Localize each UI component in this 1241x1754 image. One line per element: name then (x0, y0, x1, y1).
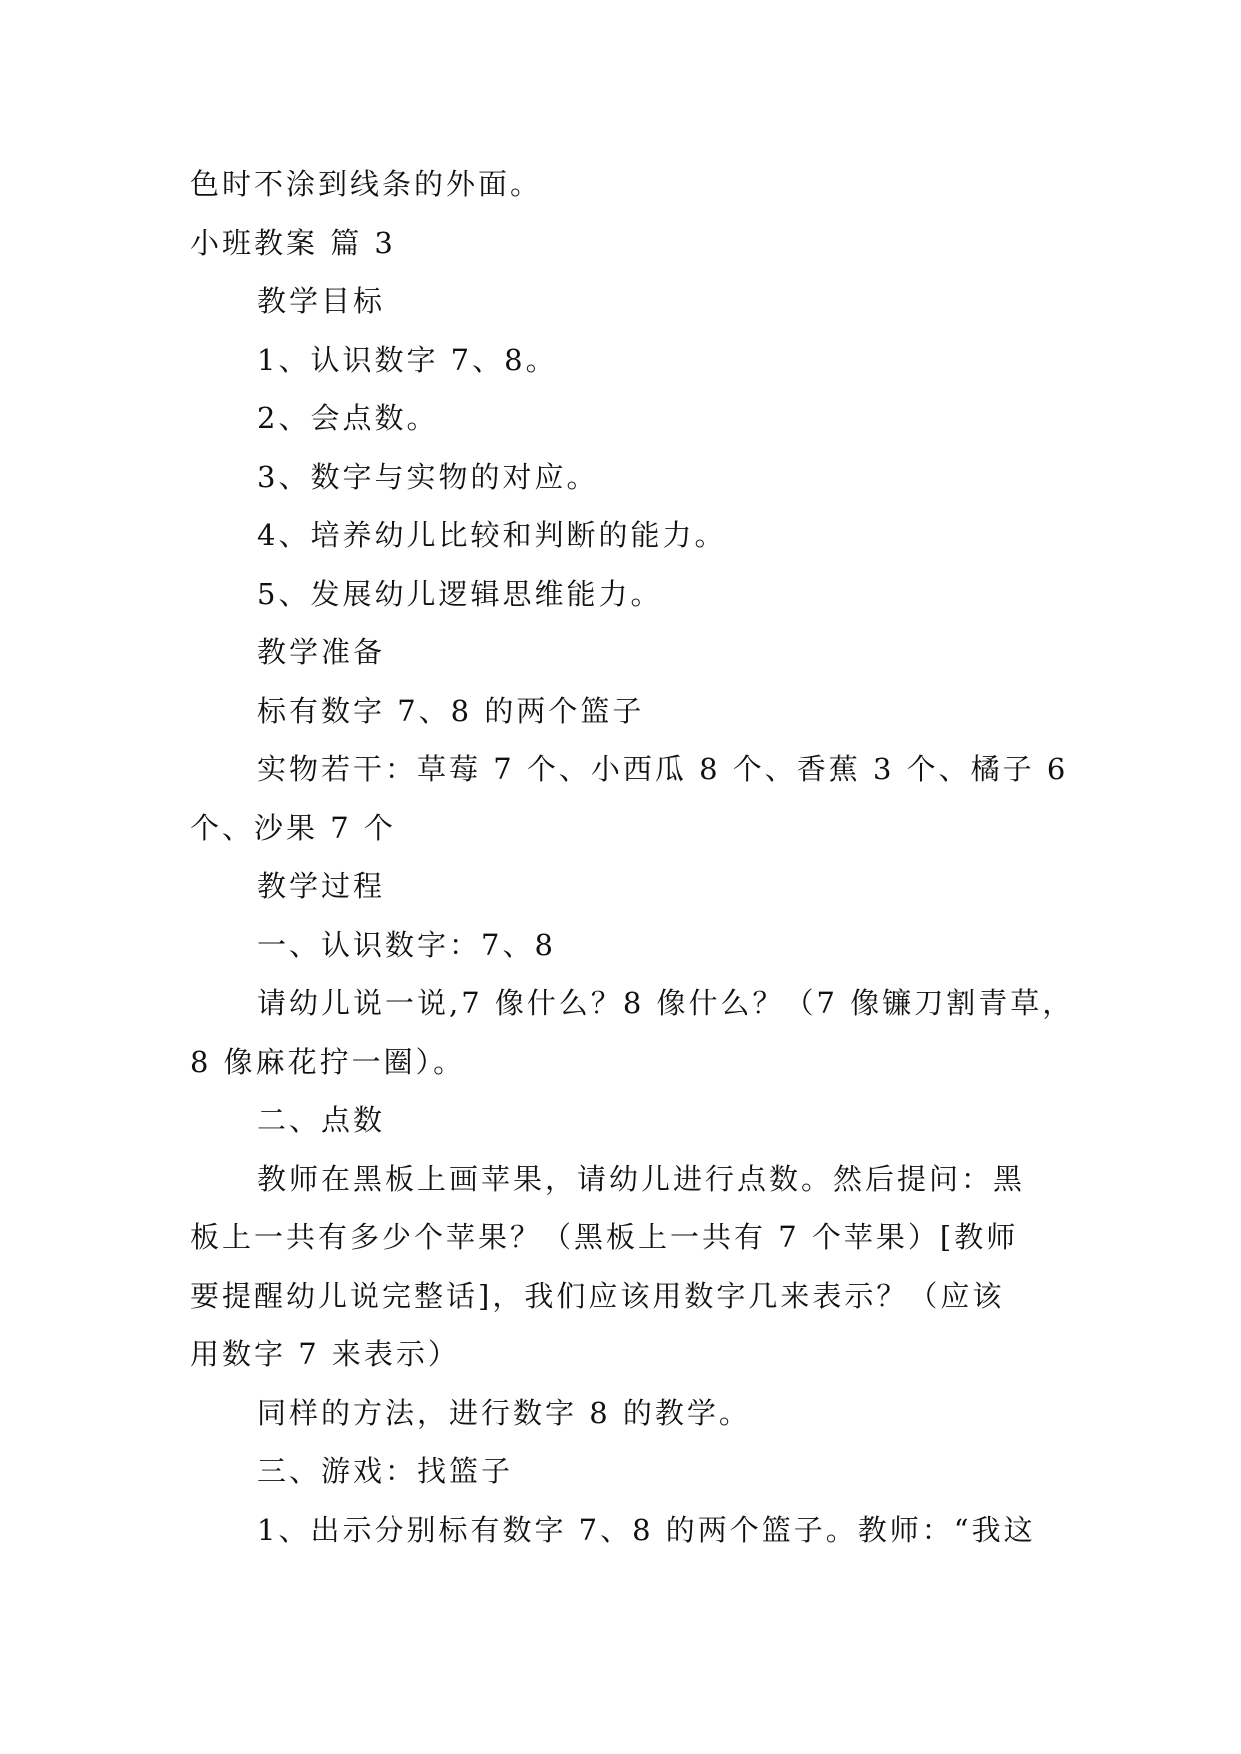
text-line: 请幼儿说一说,7 像什么？8 像什么？（7 像镰刀割青草， (257, 986, 1075, 1020)
text-line: 用数字 7 来表示） (190, 1337, 460, 1371)
goal-item: 1、认识数字 7、8。 (257, 342, 558, 377)
text-line: 1、出示分别标有数字 7、8 的两个篮子。教师：“我这 (257, 1512, 1036, 1547)
subheading: 二、点数 (257, 1103, 386, 1137)
text-line: 8 像麻花拧一圈）。 (190, 1044, 466, 1079)
text-line: 要提醒幼儿说完整话]，我们应该用数字几来表示？（应该 (190, 1278, 1005, 1313)
subheading: 三、游戏：找篮子 (257, 1454, 514, 1488)
heading-teaching-process: 教学过程 (257, 869, 386, 903)
goal-item: 3、数字与实物的对应。 (257, 459, 599, 494)
heading-teaching-preparation: 教学准备 (257, 635, 386, 669)
document-page (190, 155, 1075, 1559)
goal-item: 5、发展幼儿逻辑思维能力。 (257, 576, 663, 611)
goal-item: 4、培养幼儿比较和判断的能力。 (257, 518, 727, 552)
text-line: 教师在黑板上画苹果，请幼儿进行点数。然后提问：黑 (257, 1161, 1026, 1196)
text-line: 实物若干：草莓 7 个、小西瓜 8 个、香蕉 3 个、橘子 6 (257, 752, 1069, 786)
text-line: 同样的方法，进行数字 8 的教学。 (257, 1395, 751, 1430)
goal-item: 2、会点数。 (257, 401, 439, 435)
text-line: 标有数字 7、8 的两个篮子 (257, 693, 645, 728)
text-line: 板上一共有多少个苹果？（黑板上一共有 7 个苹果）[教师 (190, 1220, 1019, 1254)
heading-teaching-goals: 教学目标 (257, 284, 386, 318)
text-line: 个、沙果 7 个 (190, 810, 396, 845)
text-line: 色时不涂到线条的外面。 (190, 167, 543, 201)
section-title: 小班教案 篇 3 (190, 225, 396, 260)
subheading: 一、认识数字：7、8 (257, 927, 556, 962)
